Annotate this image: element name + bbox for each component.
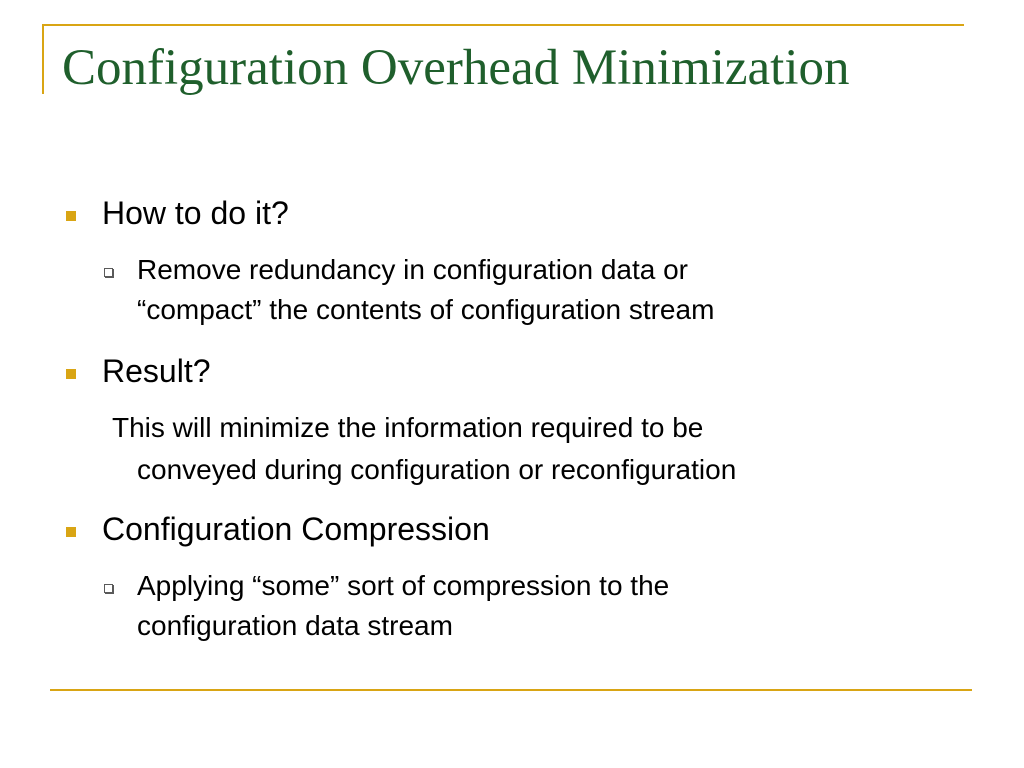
bullet-heading-result: Result? xyxy=(102,353,211,389)
hollow-square-bullet-icon xyxy=(104,584,113,593)
hollow-square-bullet-icon xyxy=(104,268,113,277)
sub-bullet-remove-redundancy xyxy=(137,250,957,330)
square-bullet-icon xyxy=(66,369,76,379)
result-paragraph xyxy=(112,407,942,491)
slide-title: Configuration Overhead Minimization xyxy=(62,40,850,96)
square-bullet-icon xyxy=(66,211,76,221)
frame-left-rule xyxy=(42,24,44,94)
sub-bullet-applying-compression xyxy=(137,566,957,646)
bullet-heading-how: How to do it? xyxy=(102,195,289,231)
sub-bullet-line: “compact” the contents of configuration stream xyxy=(137,294,715,325)
bullet-heading-compression: Configuration Compression xyxy=(102,511,490,547)
frame-bottom-rule xyxy=(50,689,972,691)
paragraph-line: This will minimize the information required to be xyxy=(112,412,704,443)
paragraph-line: conveyed during configuration or reconfiguration xyxy=(137,454,737,485)
sub-bullet-line: Applying “some” sort of compression to the xyxy=(137,570,670,601)
sub-bullet-line: configuration data stream xyxy=(137,610,453,641)
square-bullet-icon xyxy=(66,527,76,537)
frame-top-rule xyxy=(42,24,964,26)
sub-bullet-line: Remove redundancy in configuration data or xyxy=(137,254,689,285)
